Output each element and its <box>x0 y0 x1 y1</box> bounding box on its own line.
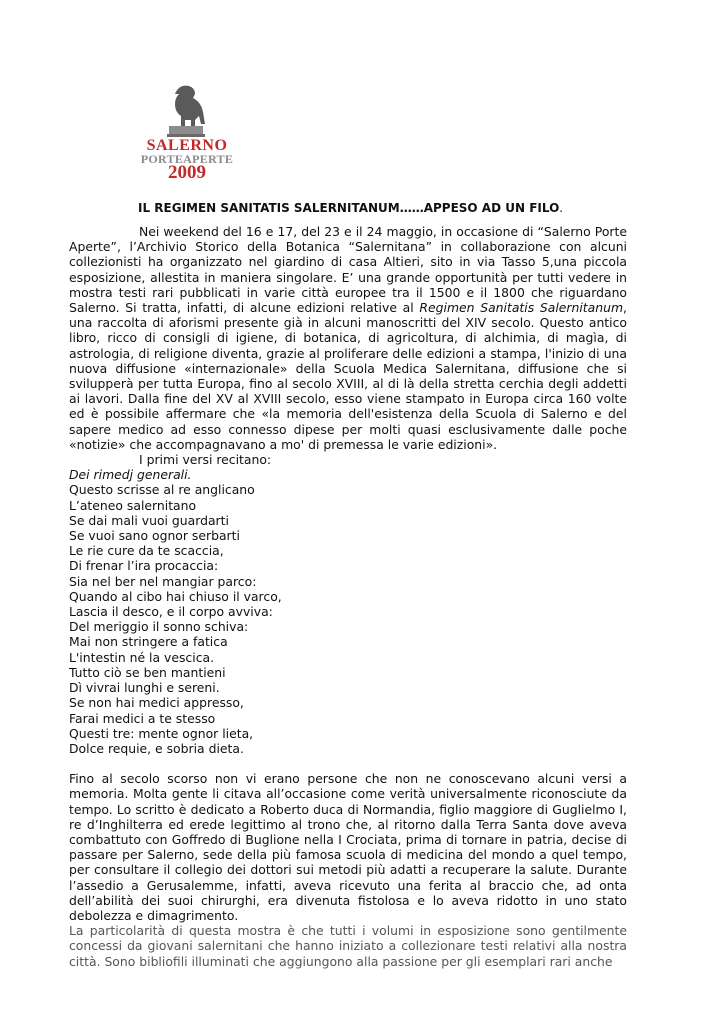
poem-line: Di frenar l’ira procaccia: <box>69 558 219 574</box>
poem-line: Mai non stringere a fatica <box>69 634 228 650</box>
paragraph-1-italic-title: Regimen Sanitatis Salernitanum <box>419 300 624 316</box>
paragraph-1 <box>69 224 627 452</box>
poem-verses <box>69 467 627 756</box>
poem-line: Tutto ciò se ben mantieni <box>69 664 226 680</box>
poem-line: Se non hai medici appresso, <box>69 695 244 711</box>
poem-line: Lascia il desco, e il corpo avviva: <box>69 604 273 620</box>
poem-line: Sia nel ber nel mangiar parco: <box>69 573 257 589</box>
paragraph-2: Fino al secolo scorso non vi erano persone che non ne conoscevano alcuni versi a memoria. Molta gente li citava all’occasione come verità universalmente riconosciute da tempo. Lo scritto è dedicato a Roberto duca di Normandia, figlio maggiore di Guglielmo I, re d’Inghilterra ed erede legittimo al trono che, al ritorno dalla Terra Santa dove aveva combattuto con Goffredo di Buglione nella I Crociata, prima di tornare in patria, decise di passare per Salerno, sede della più famosa scuola di medicina del mondo a quel tempo, per consultare il collegio dei dottori sui metodi più adatti a recuperare la salute. Durante l’assedio a Gerusalemme, infatti, aveva ricevuto una ferita al braccio che, ad onta dell’abilità dei suoi chirurghi, era divenuta fistolosa e lo aveva ridotto in uno stato debolezza e dimagrimento. <box>69 771 627 923</box>
poem-line: Quando al cibo hai chiuso il varco, <box>69 588 282 604</box>
document-title <box>138 201 563 215</box>
logo-line-salerno: SALERNO <box>146 137 228 154</box>
paragraph-1-part-a: Nei weekend del 16 e 17, del 23 e il 24 maggio, in occasione di “Salerno Porte Aperte”, l’Archivio Storico della Botanica “Salernitana” in collaborazione con alcuni collezionisti ha organizzato nel giardino di casa Altieri, sito in via Tasso 5,una piccola esposizione, allestita in maniera singolare. E’ una grande opportunità per tutti vedere in mostra testi rari pubblicati in varie città europee tra il 1500 e il 1800 che riguardano Salerno. Si tratta, infatti, di alcune edizioni relative al <box>69 224 627 316</box>
logo-line-year: 2009 <box>168 162 206 183</box>
poem-line: Questi tre: mente ognor lieta, <box>69 725 254 741</box>
title-period: . <box>559 201 564 215</box>
poem-line: L’ateneo salernitano <box>69 497 197 513</box>
poem-line: Farai medici a te stesso <box>69 710 216 726</box>
poem-intro: I primi versi recitano: <box>139 452 272 468</box>
document-body <box>69 224 627 969</box>
title-text: IL REGIMEN SANITATIS SALERNITANUM……APPESO AD UN FILO <box>138 201 560 215</box>
salerno-porte-aperte-logo <box>137 82 237 184</box>
poem-line: Del meriggio il sonno schiva: <box>69 619 249 635</box>
poem-line: Dolce requie, e sobria dieta. <box>69 740 244 756</box>
blank-line <box>69 756 627 771</box>
paragraph-3: La particolarità di questa mostra è che tutti i volumi in esposizione sono gentilmente concessi da giovani salernitani che hanno iniziato a collezionare testi relativi alla nostra città. Sono bibliofili illuminati che aggiungono alla passione per gli esemplari rari anche <box>69 923 627 969</box>
poem-line: Se vuoi sano ognor serbarti <box>69 528 240 544</box>
statue-icon <box>137 82 237 138</box>
poem-line: L'intestin né la vescica. <box>69 649 215 665</box>
poem-heading: Dei rimedj generali. <box>69 467 192 483</box>
poem-line: Dì vivrai lunghi e sereni. <box>69 680 220 696</box>
paragraph-1-part-b: , una raccolta di aforismi presente già in alcuni manoscritti del XIV secolo. Questo antico libro, ricco di consigli di igiene, di botanica, di agricoltura, di alchimia, di magìa, di astrologia, di religione diventa, grazie al proliferare delle edizioni a stampa, l'inizio di una nuova diffusione «internazionale» della Scuola Medica Salernitana, diffusione che si svilupperà per tutta Europa, fino al secolo XVIII, al di là della stretta cerchia degli addetti ai lavori. Dalla fine del XV al XVIII secolo, esso viene stampato in Europa circa 160 volte ed è possibile affermare che «la memoria dell'esistenza della Scuola di Salerno e del sapere medico ad esso connesso dipese per molti quasi esclusivamente dalle poche «notizie» che accompagnavano a mo' di premessa le varie edizioni». <box>69 300 627 452</box>
poem-line: Se dai mali vuoi guardarti <box>69 512 229 528</box>
logo-line-porteaperte: PORTEAPERTE <box>140 152 234 166</box>
poem-line: Le rie cure da te scaccia, <box>69 543 224 559</box>
poem-line: Questo scrisse al re anglicano <box>69 482 255 498</box>
